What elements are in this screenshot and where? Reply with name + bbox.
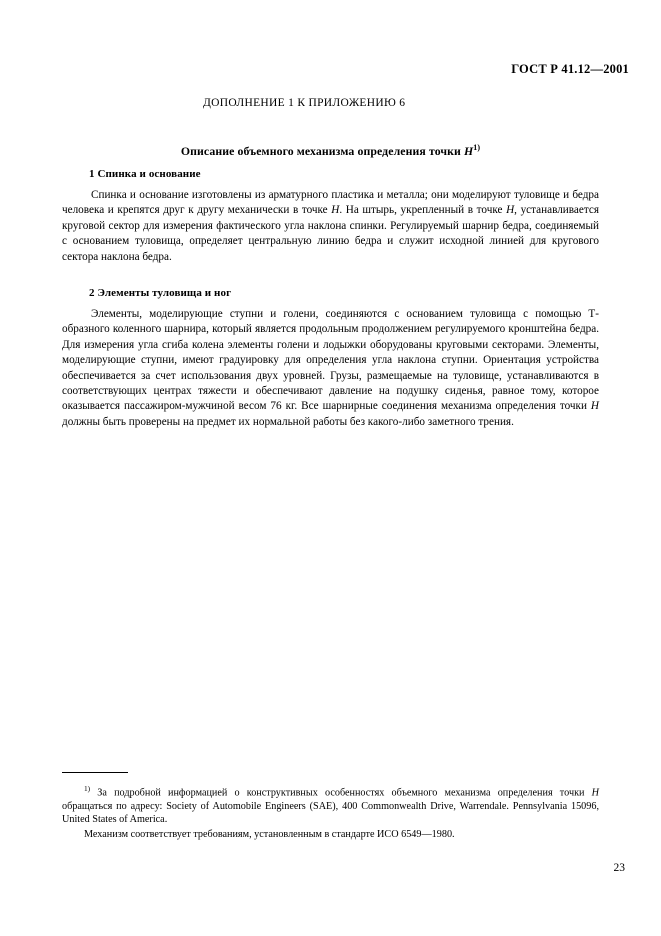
section-1-text-part-2: . На штырь, укрепленный в точке	[339, 204, 507, 217]
footnote-text-part-1: За подробной информацией о конструктивных особенностях объемного механизма определения точки	[90, 787, 592, 799]
page-title-variable: H	[464, 143, 474, 158]
footnote-iso-note: Механизм соответствует требованиям, установленным в стандарте ИСО 6549—1980.	[84, 828, 455, 840]
footnote-marker: 1)	[84, 784, 91, 793]
section-2-text-part-1: Элементы, моделирующие ступни и голени, соединяются с основанием туловища с помощью Т-образного коленного шарнира, который является продольным продолжением регулируемого кронштейна бедра. Для измерения угла сгиба колена элементы голени и лодыжки оборудованы круговыми секторами. Элементы, моделирующие ступни, имеют градуировку для определения угла наклона ступни. Ориентация устройства обеспечивается за счет использования двух уровней. Грузы, размещаемые на туловище, устанавливаются в соответствующих центрах тяжести и обеспечивают давление на подушку сиденья, равное тому, которое оказывается пассажиром-мужчиной весом 76 кг. Все шарнирные соединения механизма определения точки	[62, 308, 599, 413]
section-1-text-part-1: Спинка и основание изготовлены из арматурного пластика и металла; они моделируют туловище и бедра человека и крепятся друг к другу механически в точке	[62, 189, 599, 217]
footnote-variable: H	[591, 787, 599, 799]
footnote-separator-rule	[62, 772, 128, 773]
footnote-body	[62, 782, 599, 827]
document-body	[62, 168, 599, 430]
section-1-paragraph	[62, 188, 599, 265]
footnote-area	[62, 772, 599, 841]
section-2-paragraph	[62, 307, 599, 430]
footnote-text-part-2: обращаться по адресу: Society of Automobile Engineers (SAE), 400 Commonwealth Drive, Warrendale. Pennsylvania 15096, United States of America.	[62, 800, 599, 826]
section-heading-1: 1 Спинка и основание	[89, 168, 201, 180]
page-title-text: Описание объемного механизма определения точки	[180, 143, 464, 158]
footnote-reference-marker: 1)	[473, 143, 481, 152]
running-header-standard-id: ГОСТ Р 41.12—2001	[511, 62, 629, 76]
page-title	[0, 143, 661, 159]
section-2-variable-1: H	[590, 400, 599, 413]
page-number: 23	[613, 862, 625, 874]
section-heading-2: 2 Элементы туловища и ног	[89, 287, 232, 300]
section-1-variable-2: H	[506, 204, 515, 217]
section-1-variable-1: H	[331, 204, 340, 217]
supplement-heading: ДОПОЛНЕНИЕ 1 К ПРИЛОЖЕНИЮ 6	[203, 97, 406, 109]
section-2-text-part-2: должны быть проверены на предмет их нормальной работы без какого-либо заметного трения.	[62, 415, 514, 428]
section-1-text-part-3: , устанавливается круговой сектор для измерения фактического угла наклона спинки. Регулируемый шарнир бедра, соединяемый с основанием туловища, определяет центральную линию бедра и служит исходной линией для кругового сектора наклона бедра.	[62, 204, 599, 263]
